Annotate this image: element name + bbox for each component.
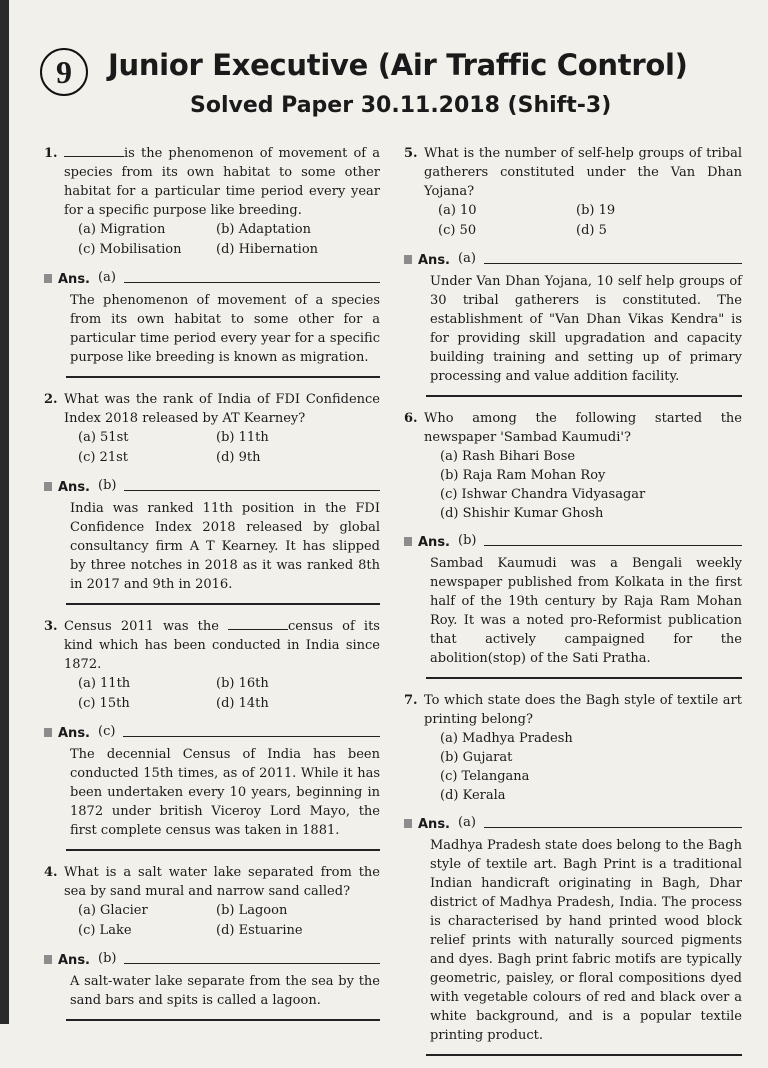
answer-explanation: Under Van Dhan Yojana, 10 self help groups of 30 tribal gatherers is constituted. The establishment of "Van Dhan Vikas Kendra" is for providing skill upgradation and capacity building training and setting up of primary processing and value addition facility. (430, 274, 742, 384)
question-divider (66, 849, 380, 851)
page-binding-edge (0, 0, 9, 1024)
option-a: (a) 51st (78, 430, 129, 445)
question-2 (44, 390, 380, 605)
options-list (78, 220, 380, 260)
answer-rule (484, 263, 742, 264)
answer-rule (484, 827, 742, 828)
option-c: (c) Telangana (440, 769, 530, 784)
answer-line (404, 531, 742, 550)
question-text: What was the rank of India of FDI Confidence Index 2018 released by AT Kearney? (64, 392, 380, 426)
answer-explanation: The decennial Census of India has been conducted 15th times, as of 2011. While it has been undertaken every 10 years, beginning in 1872 under british Viceroy Lord Mayo, the first complete census was taken in 1881. (70, 747, 380, 838)
question-text-end: census of its kind which has been conducted in India since 1872. (64, 619, 380, 672)
option-d: (d) 5 (576, 223, 607, 238)
option-c: (c) 15th (78, 696, 130, 711)
option-a: (a) Madhya Pradesh (440, 731, 573, 746)
option-a: (a) Rash Bihari Bose (440, 449, 576, 464)
answer-rule (124, 282, 380, 283)
question-text: What is the number of self-help groups of tribal gatherers constituted under the Van Dhan Yojana? (424, 146, 742, 199)
answer-marker-icon (44, 482, 52, 491)
question-number: 7. (404, 693, 418, 708)
option-a: (a) Migration (78, 222, 166, 237)
question-text: What is a salt water lake separated from the sea by sand mural and narrow sand called? (64, 865, 380, 899)
option-b: (b) 16th (216, 676, 269, 691)
option-c: (c) Lake (78, 923, 132, 938)
answer-choice: (b) (458, 533, 477, 548)
question-6 (404, 409, 742, 679)
answer-marker-icon (404, 255, 412, 264)
options-list (78, 674, 380, 714)
options-list (440, 729, 742, 805)
answer-label: Ans. (418, 817, 450, 832)
option-c: (c) Mobilisation (78, 242, 182, 257)
question-number: 3. (44, 619, 58, 634)
options-list (78, 428, 380, 468)
answer-label: Ans. (58, 726, 90, 741)
question-text: Who among the following started the newspaper 'Sambad Kaumudi'? (424, 411, 742, 445)
answer-rule (484, 545, 742, 546)
question-divider (426, 677, 742, 679)
option-a: (a) Glacier (78, 903, 148, 918)
option-b: (b) Raja Ram Mohan Roy (440, 468, 606, 483)
option-a: (a) 10 (438, 203, 477, 218)
answer-explanation: Sambad Kaumudi was a Bengali weekly newspaper published from Kolkata in the first half of the 19th century by Raja Ram Mohan Roy. It was a noted pro-Reformist publication that actively campaigned for the abolition(stop) of the Sati Pratha. (430, 556, 742, 666)
question-text-start: Census 2011 was the (64, 619, 219, 634)
answer-label: Ans. (58, 272, 90, 287)
paper-subtitle: Solved Paper 30.11.2018 (Shift-3) (190, 93, 612, 118)
paper-header (40, 40, 740, 140)
question-number: 1. (44, 146, 58, 161)
answer-explanation: The phenomenon of movement of a species from its own habitat to some other for a particular time period every year for a specific purpose like breeding is known as migration. (70, 293, 380, 365)
question-text: To which state does the Bagh style of textile art printing belong? (424, 693, 742, 727)
option-c: (c) 21st (78, 450, 128, 465)
answer-label: Ans. (418, 253, 450, 268)
option-d: (d) 9th (216, 450, 261, 465)
option-d: (d) 14th (216, 696, 269, 711)
options-list (438, 201, 742, 241)
options-list (78, 901, 380, 941)
answer-label: Ans. (58, 953, 90, 968)
option-b: (b) Gujarat (440, 750, 513, 765)
question-text: is the phenomenon of movement of a species from its own habitat to some other habitat for a particular time period every year for a specific purpose like breeding. (64, 146, 380, 218)
question-3 (44, 617, 380, 851)
option-d: (d) Hibernation (216, 242, 319, 257)
option-b: (b) Adaptation (216, 222, 311, 237)
option-b: (b) 19 (576, 203, 616, 218)
answer-line (44, 268, 380, 287)
answer-marker-icon (404, 537, 412, 546)
answer-choice: (c) (98, 724, 116, 739)
answer-rule (124, 963, 380, 964)
answer-label: Ans. (58, 480, 90, 495)
answer-marker-icon (404, 819, 412, 828)
answer-marker-icon (44, 728, 52, 737)
option-d: (d) Estuarine (216, 923, 303, 938)
question-divider (66, 376, 380, 378)
question-1 (44, 144, 380, 378)
question-divider (66, 1019, 380, 1021)
option-b: (b) Lagoon (216, 903, 288, 918)
fill-blank (228, 629, 288, 630)
answer-rule (124, 490, 380, 491)
left-column (44, 144, 380, 1033)
option-a: (a) 11th (78, 676, 131, 691)
question-divider (426, 395, 742, 397)
answer-line (404, 249, 742, 268)
fill-blank (64, 156, 124, 157)
question-4 (44, 863, 380, 1021)
answer-explanation: A salt-water lake separate from the sea by the sand bars and spits is called a lagoon. (70, 974, 380, 1008)
answer-line (44, 476, 380, 495)
question-5 (404, 144, 742, 397)
question-7 (404, 691, 742, 1056)
option-d: (d) Kerala (440, 788, 506, 803)
answer-choice: (a) (458, 815, 476, 830)
answer-choice: (a) (98, 270, 116, 285)
paper-number-badge: 9 (40, 48, 88, 96)
answer-line (44, 949, 380, 968)
options-list (440, 447, 742, 523)
question-divider (426, 1054, 742, 1056)
answer-choice: (b) (98, 951, 117, 966)
question-number: 5. (404, 146, 418, 161)
option-c: (c) 50 (438, 223, 477, 238)
question-divider (66, 603, 380, 605)
question-number: 6. (404, 411, 418, 426)
answer-explanation: India was ranked 11th position in the FDI Confidence Index 2018 released by global consultancy firm A T Kearney. It has slipped by three notches in 2018 as it was ranked 8th in 2017 and 9th in 2016. (70, 501, 380, 592)
answer-choice: (a) (458, 251, 476, 266)
answer-marker-icon (44, 274, 52, 283)
answer-choice: (b) (98, 478, 117, 493)
answer-rule (123, 736, 380, 737)
answer-label: Ans. (418, 535, 450, 550)
option-b: (b) 11th (216, 430, 269, 445)
question-number: 2. (44, 392, 58, 407)
right-column (404, 144, 742, 1068)
paper-title: Junior Executive (Air Traffic Control) (108, 48, 688, 82)
option-d: (d) Shishir Kumar Ghosh (440, 506, 604, 521)
answer-marker-icon (44, 955, 52, 964)
answer-line (44, 722, 380, 741)
answer-explanation: Madhya Pradesh state does belong to the Bagh style of textile art. Bagh Print is a traditional Indian handicraft originating in Bagh, Dhar district of Madhya Pradesh, India. The process is characterised by hand printed wood block relief prints with naturally sourced pigments and dyes. Bagh print fabric motifs are typically geometric, paisley, or floral compositions dyed with vegetable colours of red and black over a white background, and is a popular textile printing product. (430, 838, 742, 1043)
question-number: 4. (44, 865, 58, 880)
option-c: (c) Ishwar Chandra Vidyasagar (440, 487, 646, 502)
answer-line (404, 813, 742, 832)
